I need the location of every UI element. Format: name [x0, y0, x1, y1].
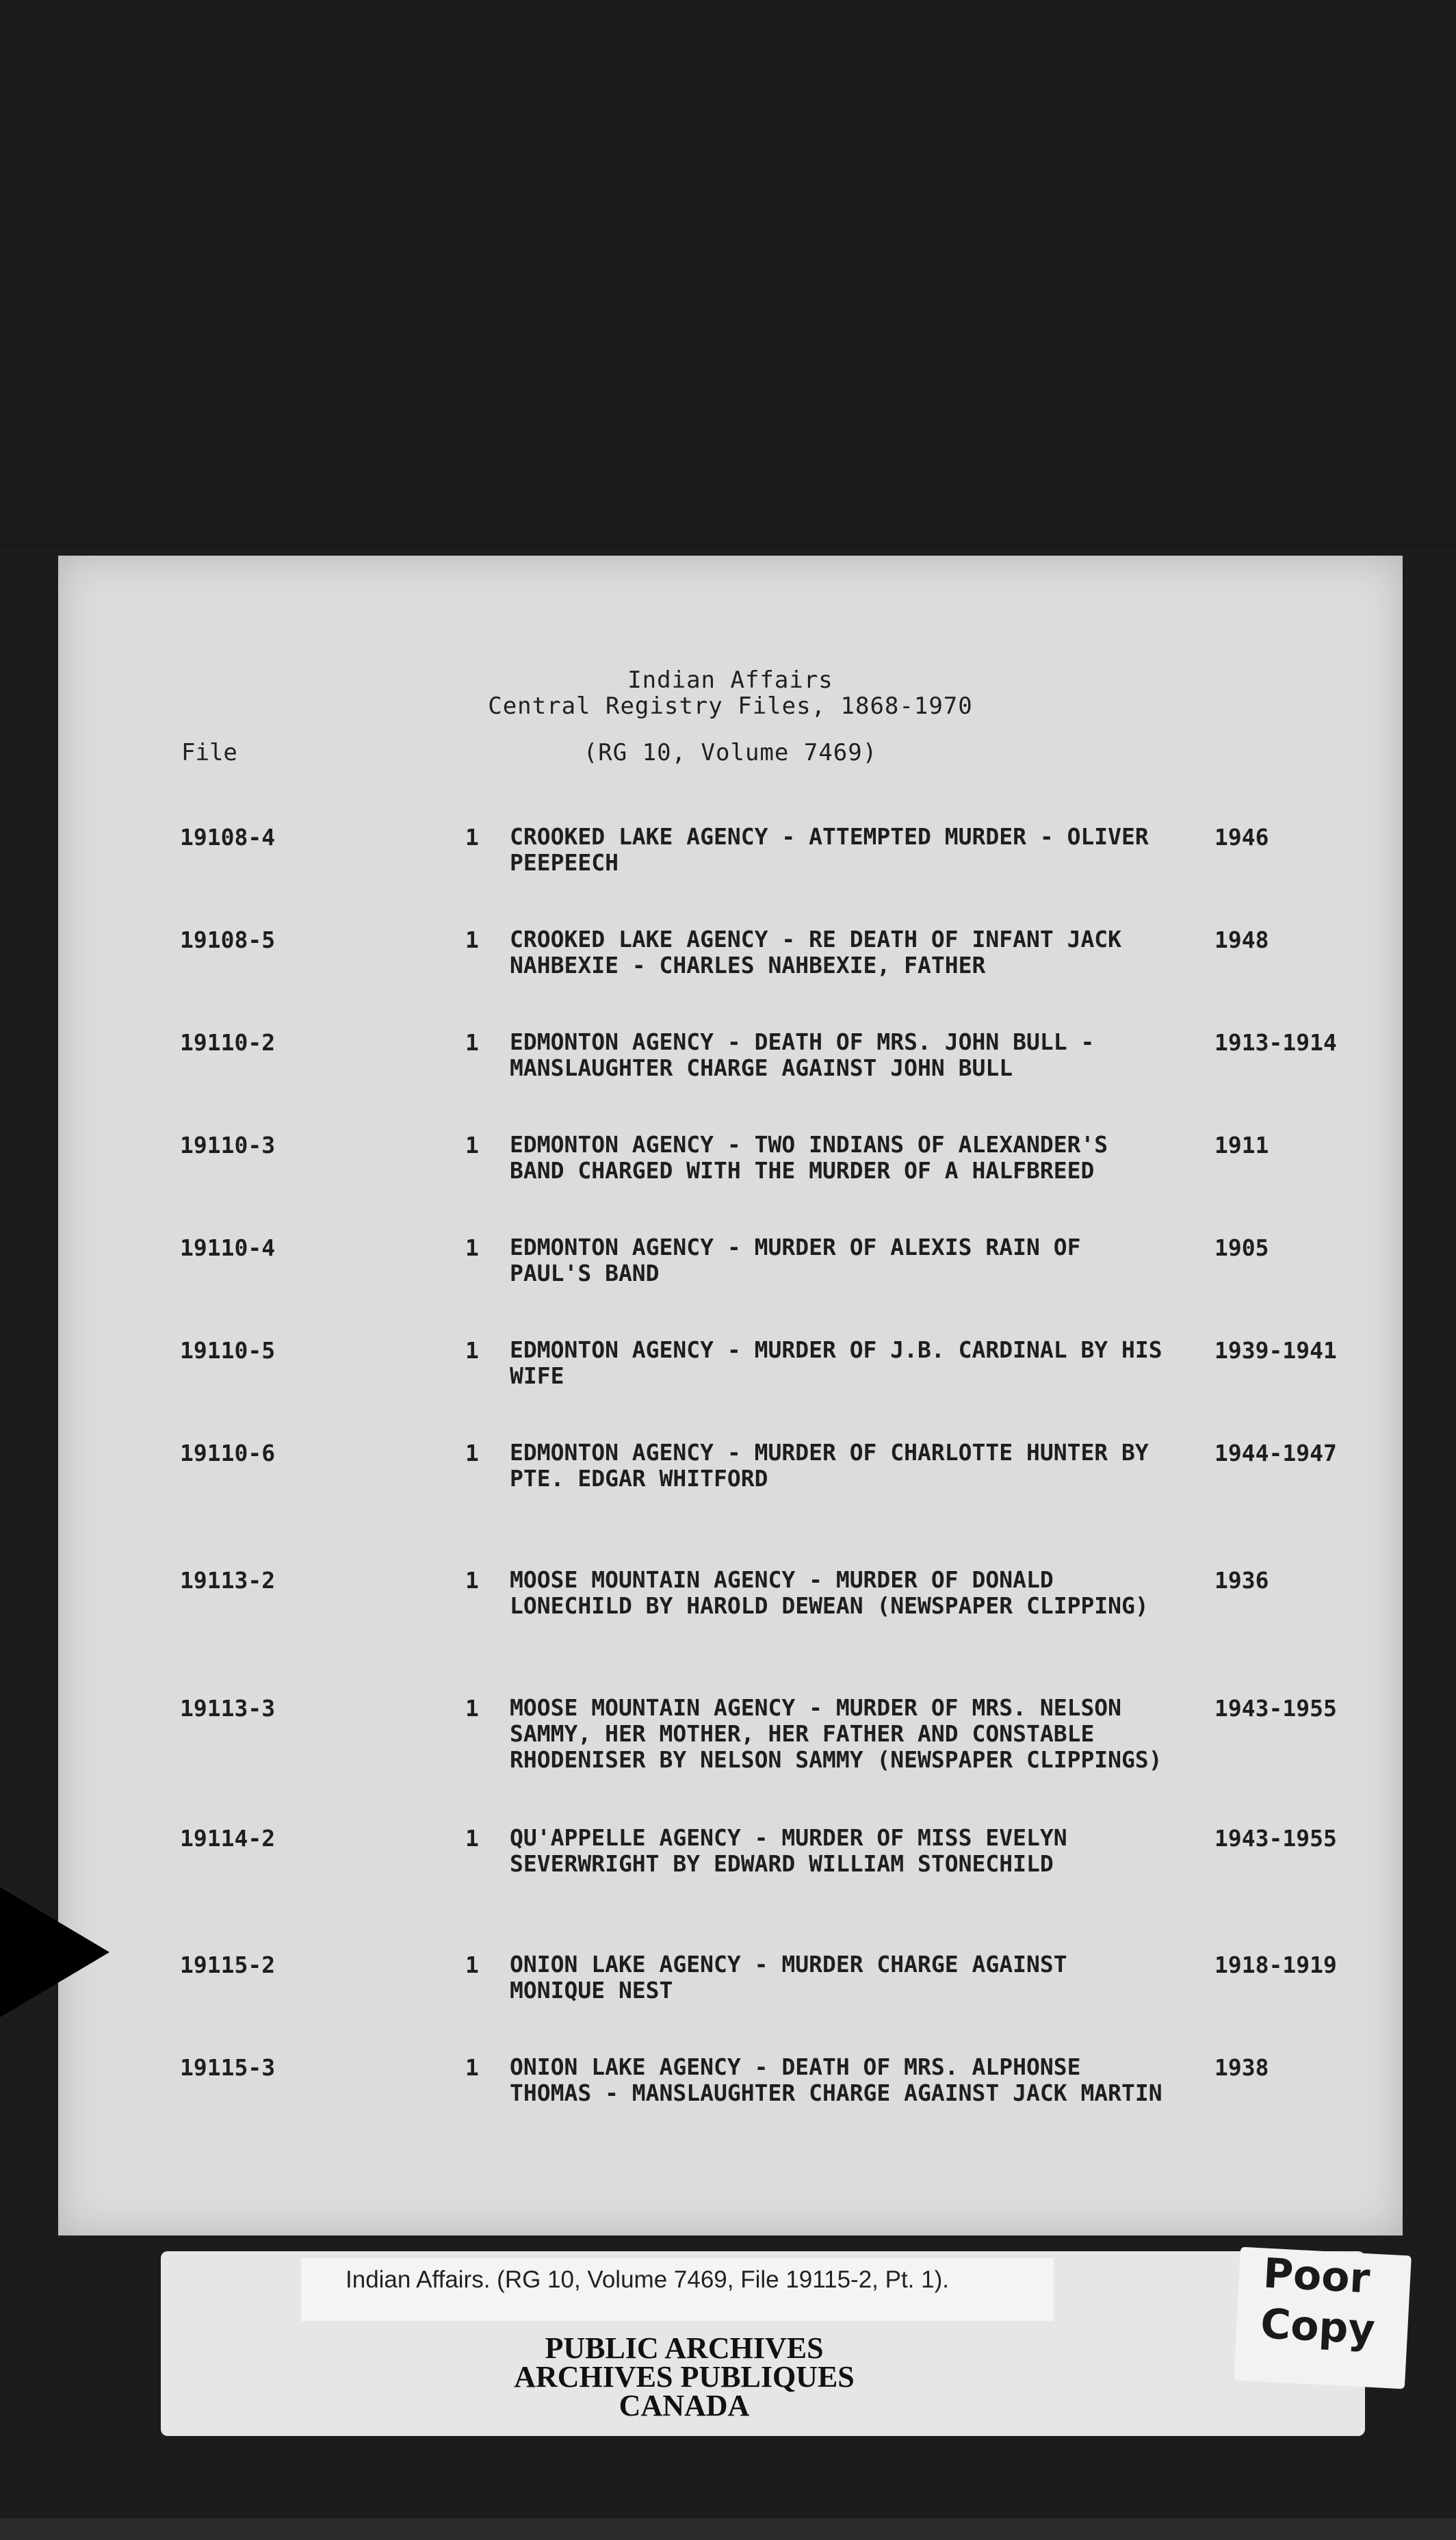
header-subtitle: Central Registry Files, 1868-1970 — [488, 692, 973, 720]
part-number: 1 — [465, 2054, 479, 2081]
file-date: 1918-1919 — [1214, 1952, 1337, 1978]
header-title: Indian Affairs — [627, 666, 833, 694]
file-date: 1943-1955 — [1214, 1695, 1337, 1722]
file-date: 1943-1955 — [1214, 1825, 1337, 1852]
file-number: 19113-3 — [180, 1695, 276, 1722]
file-date: 1936 — [1214, 1567, 1269, 1594]
file-date: 1944-1947 — [1214, 1440, 1337, 1466]
file-description: EDMONTON AGENCY - MURDER OF J.B. CARDINAL BY HIS WIFE — [510, 1336, 1162, 1389]
archive-name-fr: ARCHIVES PUBLIQUES — [514, 2360, 855, 2394]
file-number: 19108-4 — [180, 824, 276, 851]
reference-text: Indian Affairs. (RG 10, Volume 7469, File 19115-2, Pt. 1). — [346, 2266, 949, 2293]
part-number: 1 — [465, 1567, 479, 1594]
part-number: 1 — [465, 824, 479, 851]
stamp-line: Poor — [1262, 2249, 1371, 2303]
part-number: 1 — [465, 1440, 479, 1466]
file-date: 1911 — [1214, 1132, 1269, 1158]
file-description: EDMONTON AGENCY - TWO INDIANS OF ALEXANDER'S BAND CHARGED WITH THE MURDER OF A HALFBREED — [510, 1131, 1108, 1184]
file-description: EDMONTON AGENCY - MURDER OF ALEXIS RAIN OF PAUL'S BAND — [510, 1234, 1081, 1286]
file-date: 1905 — [1214, 1234, 1269, 1261]
part-number: 1 — [465, 1825, 479, 1852]
poor-copy-stamp — [1234, 2247, 1412, 2389]
part-number: 1 — [465, 1695, 479, 1722]
file-number: 19113-2 — [180, 1567, 276, 1594]
scan-bottom-edge — [0, 2518, 1456, 2540]
file-description: QU'APPELLE AGENCY - MURDER OF MISS EVELYN SEVERWRIGHT BY EDWARD WILLIAM STONECHILD — [510, 1824, 1067, 1877]
file-description: MOOSE MOUNTAIN AGENCY - MURDER OF DONALD LONECHILD BY HAROLD DEWEAN (NEWSPAPER CLIPPING) — [510, 1566, 1149, 1619]
file-number: 19110-5 — [180, 1337, 276, 1364]
document-page — [58, 556, 1403, 2236]
file-description: ONION LAKE AGENCY - MURDER CHARGE AGAINST MONIQUE NEST — [510, 1951, 1067, 2004]
file-description: EDMONTON AGENCY - MURDER OF CHARLOTTE HUNTER BY PTE. EDGAR WHITFORD — [510, 1439, 1149, 1492]
file-description: MOOSE MOUNTAIN AGENCY - MURDER OF MRS. NELSON SAMMY, HER MOTHER, HER FATHER AND CONSTABLE RHODENISER BY NELSON SAMMY (NEWSPAPER CLIPPINGS) — [510, 1694, 1162, 1773]
header-volume: (RG 10, Volume 7469) — [583, 739, 878, 766]
file-number: 19110-4 — [180, 1234, 276, 1261]
file-number: 19115-2 — [180, 1952, 276, 1978]
file-date: 1946 — [1214, 824, 1269, 851]
file-date: 1939-1941 — [1214, 1337, 1337, 1364]
file-number: 19115-3 — [180, 2054, 276, 2081]
file-description: CROOKED LAKE AGENCY - RE DEATH OF INFANT JACK NAHBEXIE - CHARLES NAHBEXIE, FATHER — [510, 926, 1122, 979]
file-number: 19114-2 — [180, 1825, 276, 1852]
part-number: 1 — [465, 1337, 479, 1364]
file-date: 1948 — [1214, 926, 1269, 953]
file-number: 19110-6 — [180, 1440, 276, 1466]
file-description: ONION LAKE AGENCY - DEATH OF MRS. ALPHONSE THOMAS - MANSLAUGHTER CHARGE AGAINST JACK MARTIN — [510, 2053, 1162, 2106]
file-date: 1938 — [1214, 2054, 1269, 2081]
scan-background — [0, 0, 1456, 547]
stamp-line: Copy — [1259, 2300, 1377, 2354]
file-column-label: File — [181, 739, 237, 766]
part-number: 1 — [465, 1952, 479, 1978]
file-date: 1913-1914 — [1214, 1029, 1337, 1056]
part-number: 1 — [465, 1234, 479, 1261]
file-number: 19110-2 — [180, 1029, 276, 1056]
file-description: EDMONTON AGENCY - DEATH OF MRS. JOHN BULL - MANSLAUGHTER CHARGE AGAINST JOHN BULL — [510, 1028, 1095, 1081]
part-number: 1 — [465, 926, 479, 953]
archive-name-en: PUBLIC ARCHIVES — [545, 2331, 824, 2365]
file-number: 19110-3 — [180, 1132, 276, 1158]
file-number: 19108-5 — [180, 926, 276, 953]
archive-country: CANADA — [619, 2389, 750, 2422]
file-description: CROOKED LAKE AGENCY - ATTEMPTED MURDER - OLIVER PEEPEECH — [510, 823, 1149, 876]
part-number: 1 — [465, 1132, 479, 1158]
part-number: 1 — [465, 1029, 479, 1056]
pointer-arrow-icon — [0, 1887, 109, 2017]
